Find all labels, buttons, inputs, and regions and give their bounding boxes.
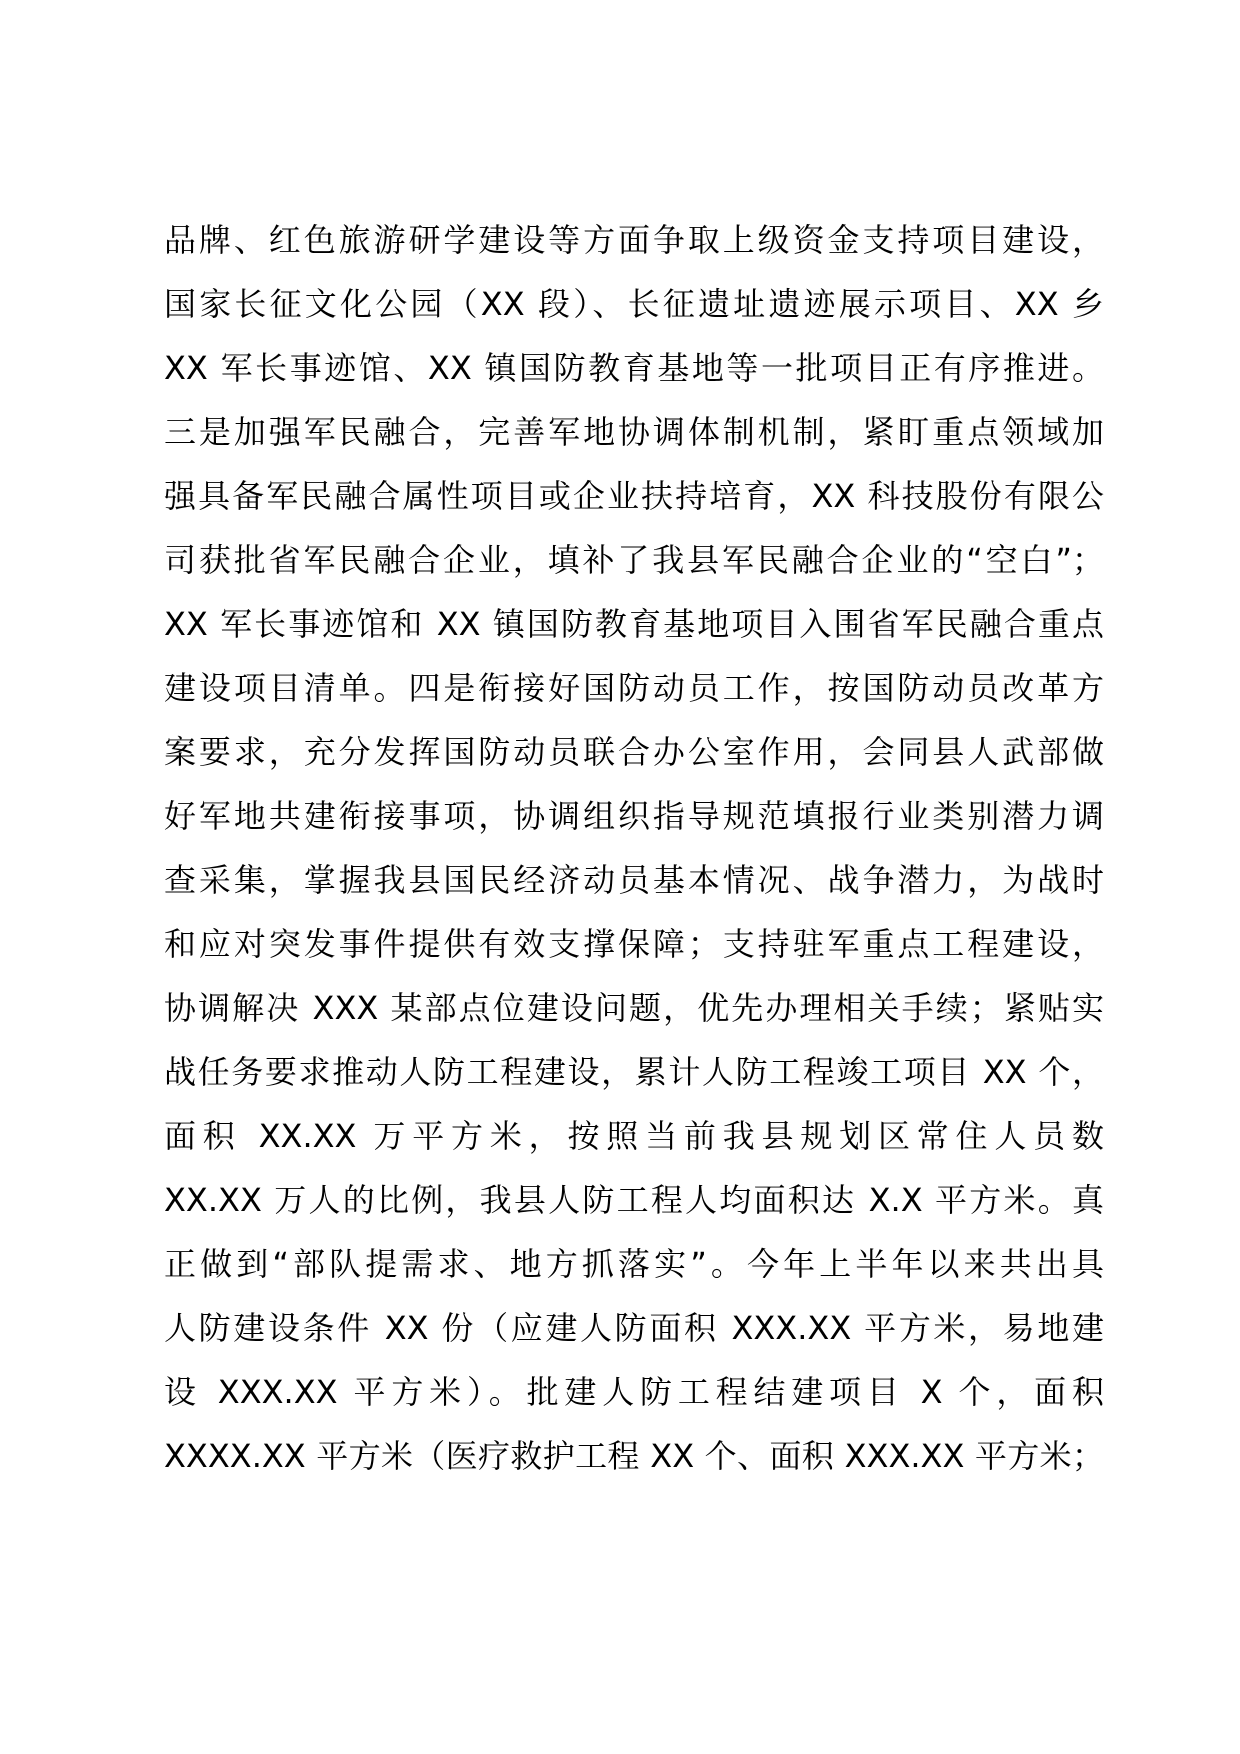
- text-line: 强具备军民融合属性项目或企业扶持培育，XX 科技股份有限公: [164, 477, 1104, 515]
- text-line: 人防建设条件 XX 份（应建人防面积 XXX.XX 平方米，易地建: [164, 1309, 1104, 1347]
- text-line: XX 军长事迹馆和 XX 镇国防教育基地项目入围省军民融合重点: [164, 605, 1104, 643]
- text-line: XX.XX 万人的比例，我县人防工程人均面积达 X.X 平方米。真: [164, 1181, 1104, 1219]
- text-line: XX 军长事迹馆、XX 镇国防教育基地等一批项目正有序推进。: [164, 349, 1104, 387]
- text-line: 查采集，掌握我县国民经济动员基本情况、战争潜力，为战时: [164, 861, 1104, 899]
- text-line: 三是加强军民融合，完善军地协调体制机制，紧盯重点领域加: [164, 413, 1104, 451]
- text-line: 和应对突发事件提供有效支撑保障；支持驻军重点工程建设，: [164, 925, 1104, 963]
- text-line: 建设项目清单。四是衔接好国防动员工作，按国防动员改革方: [164, 669, 1104, 707]
- text-line: 正做到“部队提需求、地方抓落实”。今年上半年以来共出具: [164, 1245, 1104, 1283]
- text-line: 面积 XX.XX 万平方米，按照当前我县规划区常住人员数: [164, 1117, 1104, 1155]
- text-line: 司获批省军民融合企业，填补了我县军民融合企业的“空白”；: [164, 541, 1104, 579]
- text-line: 好军地共建衔接事项，协调组织指导规范填报行业类别潜力调: [164, 797, 1104, 835]
- text-line: 协调解决 XXX 某部点位建设问题，优先办理相关手续；紧贴实: [164, 989, 1104, 1027]
- text-line: 案要求，充分发挥国防动员联合办公室作用，会同县人武部做: [164, 733, 1104, 771]
- text-line: 品牌、红色旅游研学建设等方面争取上级资金支持项目建设，: [164, 221, 1104, 259]
- text-line: XXXX.XX 平方米（医疗救护工程 XX 个、面积 XXX.XX 平方米；: [164, 1437, 1104, 1475]
- body-text: [164, 208, 1104, 1488]
- text-line: 战任务要求推动人防工程建设，累计人防工程竣工项目 XX 个，: [164, 1053, 1104, 1091]
- text-line: 设 XXX.XX 平方米）。批建人防工程结建项目 X 个，面积: [164, 1373, 1104, 1411]
- text-line: 国家长征文化公园（XX 段）、长征遗址遗迹展示项目、XX 乡: [164, 285, 1104, 323]
